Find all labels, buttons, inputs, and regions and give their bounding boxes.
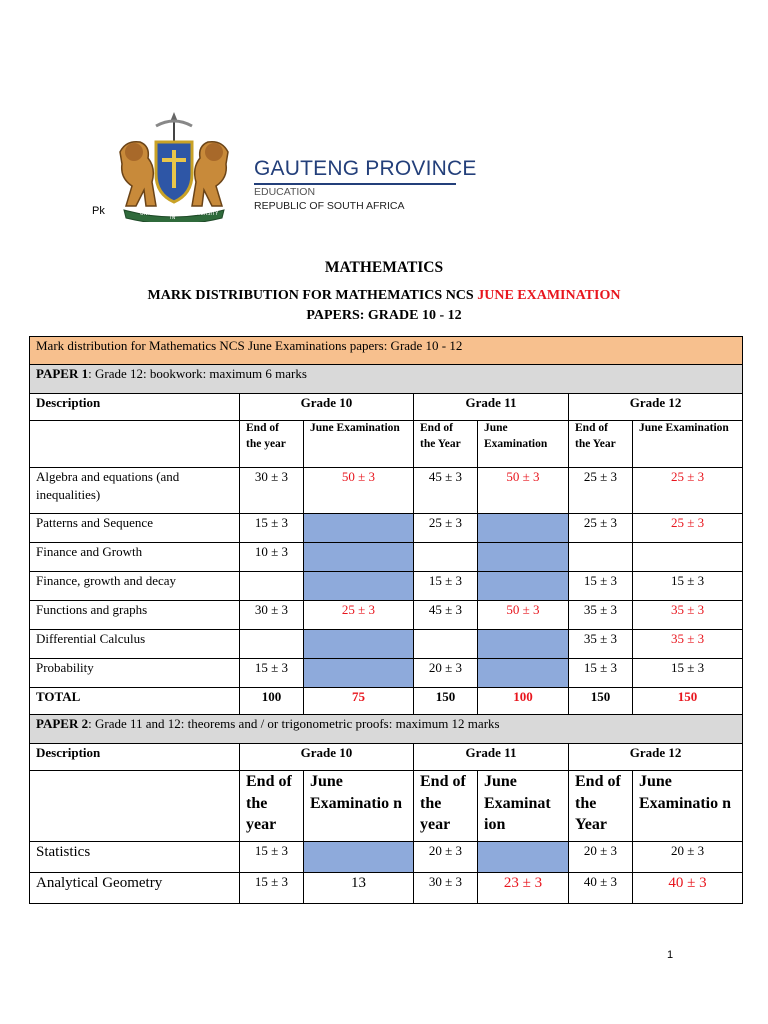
subheader-g12-eoy: End of the Year	[569, 771, 633, 842]
table-row	[30, 514, 743, 543]
cell-g10-eoy: 15 ± 3	[240, 659, 304, 688]
total-g11-june: 100	[478, 688, 569, 715]
cell-g12-eoy: 35 ± 3	[569, 601, 633, 630]
row-desc: Finance and Growth	[30, 543, 240, 572]
total-g10-june: 75	[304, 688, 414, 715]
cell-g12-june: 15 ± 3	[633, 572, 743, 601]
cell-g10-eoy: 30 ± 3	[240, 468, 304, 514]
cell-g12-june: 25 ± 3	[633, 514, 743, 543]
motto-unity: UNITY	[140, 211, 155, 217]
cell-g10-eoy: 15 ± 3	[240, 514, 304, 543]
total-g12-eoy: 150	[569, 688, 633, 715]
cell-g12-eoy: 15 ± 3	[569, 659, 633, 688]
table-row	[30, 543, 743, 572]
column-header-grade-11: Grade 11	[414, 394, 569, 421]
row-desc: Finance, growth and decay	[30, 572, 240, 601]
paper2-grade-row	[30, 744, 743, 771]
page-subtitle-line2: PAPERS: GRADE 10 - 12	[306, 308, 462, 323]
cell-g10-june-blocked	[304, 543, 414, 572]
column-header-grade-10: Grade 10	[240, 394, 414, 421]
cell-g11-june-blocked	[478, 842, 569, 873]
cell-g10-eoy: 30 ± 3	[240, 601, 304, 630]
paper1-subheader-row	[30, 421, 743, 468]
total-row	[30, 688, 743, 715]
subheader-g12-eoy: End of the Year	[569, 421, 633, 468]
table-row	[30, 468, 743, 514]
cell-g12-june: 15 ± 3	[633, 659, 743, 688]
cell-g12-eoy: 35 ± 3	[569, 630, 633, 659]
subtitle-highlight: JUNE EXAMINATION	[477, 288, 621, 303]
cell-g12-eoy: 25 ± 3	[569, 468, 633, 514]
cell-g11-eoy: 30 ± 3	[414, 873, 478, 904]
cell-g12-june	[633, 543, 743, 572]
cell-g10-eoy	[240, 572, 304, 601]
cell-g10-eoy	[240, 630, 304, 659]
column-header-grade-11: Grade 11	[414, 744, 569, 771]
cell-g11-june-blocked	[478, 630, 569, 659]
subtitle-prefix: MARK DISTRIBUTION FOR MATHEMATICS NCS	[147, 288, 478, 303]
cell-g11-eoy: 20 ± 3	[414, 659, 478, 688]
table-row	[30, 873, 743, 904]
coat-of-arms-icon	[112, 112, 252, 222]
cell-g11-eoy: 15 ± 3	[414, 572, 478, 601]
column-header-grade-12: Grade 12	[569, 744, 743, 771]
author-initials: Pk	[92, 205, 105, 217]
subheader-g10-june: June Examination	[304, 421, 414, 468]
subheader-g12-june: June Examinatio n	[633, 771, 743, 842]
cell-g12-june: 20 ± 3	[633, 842, 743, 873]
cell-g10-eoy: 10 ± 3	[240, 543, 304, 572]
row-desc: Probability	[30, 659, 240, 688]
paper1-label: PAPER 1	[36, 366, 89, 381]
table-banner: Mark distribution for Mathematics NCS June Examinations papers: Grade 10 - 12	[30, 337, 743, 365]
cell-g12-june: 40 ± 3	[633, 873, 743, 904]
page-subtitle	[0, 288, 768, 304]
subheader-empty	[30, 421, 240, 468]
cell-g11-eoy: 45 ± 3	[414, 601, 478, 630]
logo-divider	[254, 183, 456, 185]
paper2-header-row	[30, 715, 743, 744]
cell-g11-june-blocked	[478, 572, 569, 601]
subheader-g11-june: June Examination	[478, 421, 569, 468]
cell-g10-june: 50 ± 3	[304, 468, 414, 514]
row-desc: Statistics	[30, 842, 240, 873]
cell-g10-june-blocked	[304, 659, 414, 688]
total-g11-eoy: 150	[414, 688, 478, 715]
motto-diversity: DIVERSITY	[192, 211, 219, 217]
cell-g10-june-blocked	[304, 630, 414, 659]
cell-g10-june-blocked	[304, 572, 414, 601]
cell-g10-eoy: 15 ± 3	[240, 873, 304, 904]
subheader-g12-june: June Examination	[633, 421, 743, 468]
paper1-header-row	[30, 365, 743, 394]
cell-g12-eoy: 20 ± 3	[569, 842, 633, 873]
motto-in: IN	[170, 215, 176, 221]
table-banner-row	[30, 337, 743, 365]
row-desc: TOTAL	[30, 688, 240, 715]
paper1-title	[30, 365, 743, 394]
province-name: GAUTENG PROVINCE	[254, 157, 477, 180]
mark-distribution-table	[29, 336, 743, 904]
row-desc: Analytical Geometry	[30, 873, 240, 904]
cell-g11-eoy	[414, 630, 478, 659]
cell-g11-june: 23 ± 3	[478, 873, 569, 904]
department-name: EDUCATION	[254, 186, 316, 198]
cell-g11-eoy: 45 ± 3	[414, 468, 478, 514]
cell-g11-eoy: 20 ± 3	[414, 842, 478, 873]
cell-g10-june: 13	[304, 873, 414, 904]
row-desc: Functions and graphs	[30, 601, 240, 630]
paper2-subheader-row	[30, 771, 743, 842]
column-header-description: Description	[30, 394, 240, 421]
cell-g10-eoy: 15 ± 3	[240, 842, 304, 873]
page-number: 1	[667, 949, 674, 961]
cell-g10-june: 25 ± 3	[304, 601, 414, 630]
cell-g11-june-blocked	[478, 514, 569, 543]
subheader-g11-june: June Examinat ion	[478, 771, 569, 842]
table-row	[30, 601, 743, 630]
cell-g11-june: 50 ± 3	[478, 468, 569, 514]
subheader-g10-eoy: End of the year	[240, 421, 304, 468]
subheader-g10-june: June Examinatio n	[304, 771, 414, 842]
subheader-g11-eoy: End of the year	[414, 771, 478, 842]
column-header-grade-12: Grade 12	[569, 394, 743, 421]
cell-g12-eoy: 15 ± 3	[569, 572, 633, 601]
paper1-grade-row	[30, 394, 743, 421]
cell-g10-june-blocked	[304, 842, 414, 873]
total-g10-eoy: 100	[240, 688, 304, 715]
country-name: REPUBLIC OF SOUTH AFRICA	[254, 200, 405, 212]
table-row	[30, 842, 743, 873]
cell-g12-eoy	[569, 543, 633, 572]
row-desc: Patterns and Sequence	[30, 514, 240, 543]
cell-g11-eoy: 25 ± 3	[414, 514, 478, 543]
paper2-note: : Grade 11 and 12: theorems and / or trigonometric proofs: maximum 12 marks	[88, 716, 500, 731]
subheader-empty	[30, 771, 240, 842]
paper1-note: : Grade 12: bookwork: maximum 6 marks	[88, 366, 307, 381]
row-desc: Algebra and equations (and inequalities)	[30, 468, 240, 514]
total-g12-june: 150	[633, 688, 743, 715]
paper2-label: PAPER 2	[36, 716, 89, 731]
cell-g12-eoy: 40 ± 3	[569, 873, 633, 904]
column-header-grade-10: Grade 10	[240, 744, 414, 771]
cell-g11-june: 50 ± 3	[478, 601, 569, 630]
cell-g11-june-blocked	[478, 659, 569, 688]
gauteng-logo	[112, 112, 477, 222]
column-header-description: Description	[30, 744, 240, 771]
cell-g12-june: 35 ± 3	[633, 630, 743, 659]
cell-g11-june-blocked	[478, 543, 569, 572]
page-title: MATHEMATICS	[324, 259, 444, 276]
paper2-title	[30, 715, 743, 744]
table-row	[30, 572, 743, 601]
cell-g10-june-blocked	[304, 514, 414, 543]
cell-g12-june: 35 ± 3	[633, 601, 743, 630]
cell-g12-june: 25 ± 3	[633, 468, 743, 514]
cell-g12-eoy: 25 ± 3	[569, 514, 633, 543]
table-row	[30, 630, 743, 659]
subheader-g11-eoy: End of the Year	[414, 421, 478, 468]
row-desc: Differential Calculus	[30, 630, 240, 659]
table-row	[30, 659, 743, 688]
cell-g11-eoy	[414, 543, 478, 572]
subheader-g10-eoy: End of the year	[240, 771, 304, 842]
